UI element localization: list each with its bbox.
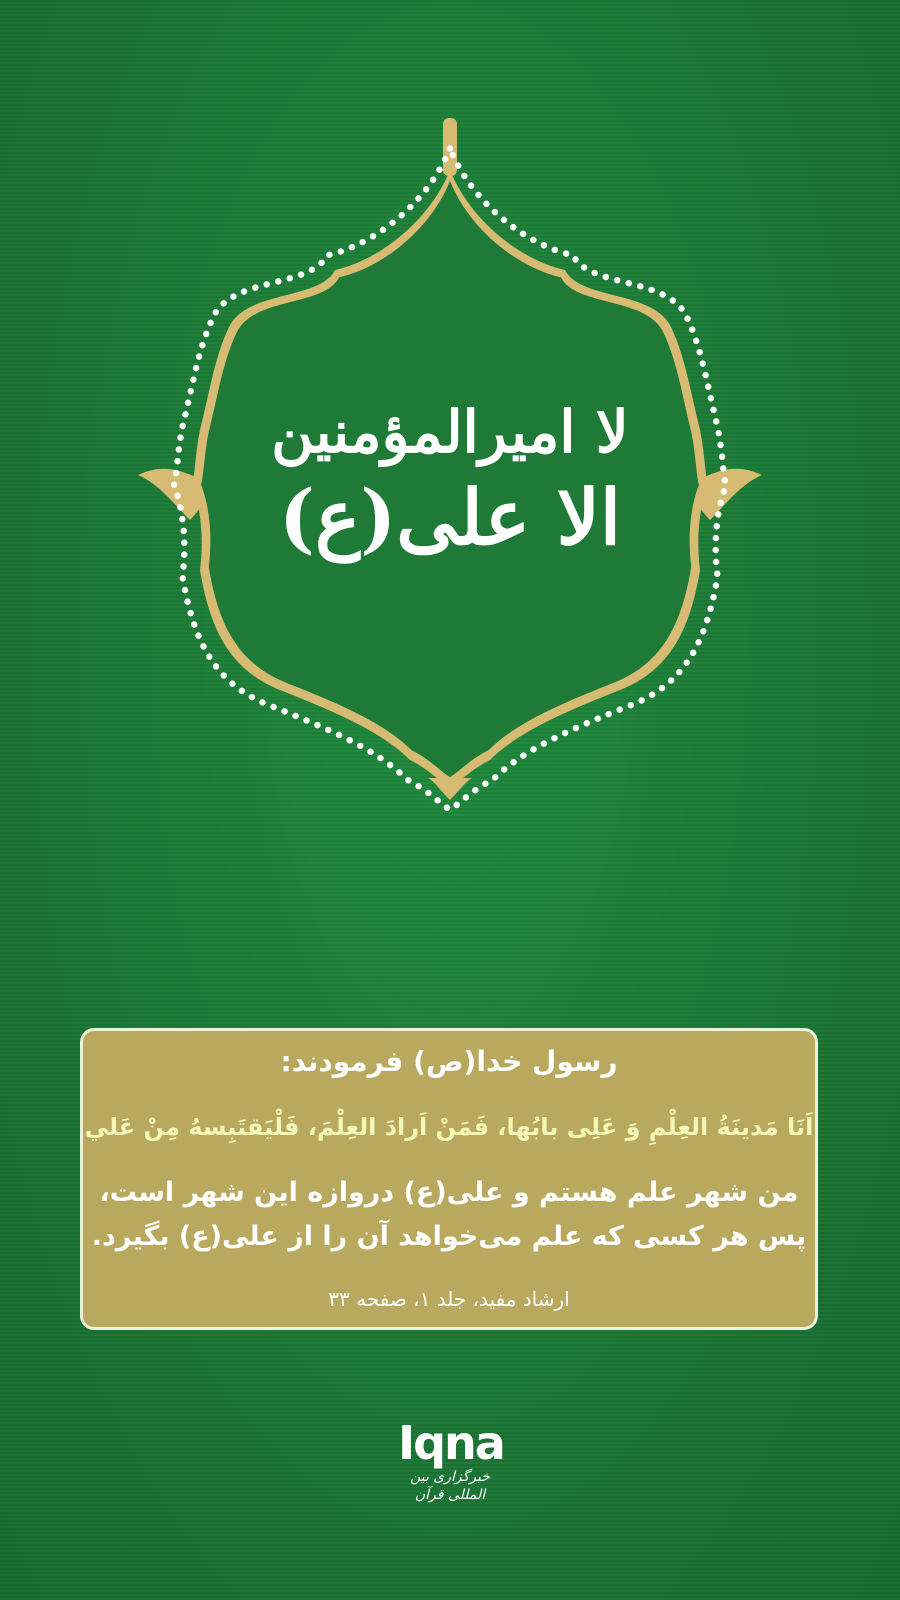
quote-heading: رسول خدا(ص) فرمودند:	[280, 1045, 618, 1078]
quote-source: ارشاد مفید، جلد ۱، صفحه ۳۳	[328, 1287, 570, 1311]
emblem-line-2: الا علی(ع)	[278, 473, 622, 563]
quote-translation	[83, 1171, 815, 1259]
emblem-calligraphy	[210, 300, 690, 660]
logo-wordmark: Iqna	[398, 1416, 504, 1470]
quote-arabic-text: اَنَا مَدینَةُ العِلْمِ وَ عَلِی بابُها، فَمَنْ اَرادَ العِلْمَ، فَلْیَقتَبِسهُ مِنْ عَلي	[84, 1113, 814, 1141]
emblem-line-1: لا امیرالمؤمنین	[271, 397, 629, 466]
logo-caption: خبرگزاری بین المللی قرآن	[410, 1469, 490, 1503]
emblem	[130, 110, 770, 820]
iqna-logo	[398, 1418, 502, 1514]
quote-translation-line-2: پس هر کسی که علم می‌خواهد آن را از علی(ع) بگیرد.	[91, 1221, 807, 1252]
quote-box	[80, 1028, 818, 1330]
quote-translation-line-1: من شهر علم هستم و علی(ع) دروازه این شهر است،	[99, 1177, 799, 1208]
